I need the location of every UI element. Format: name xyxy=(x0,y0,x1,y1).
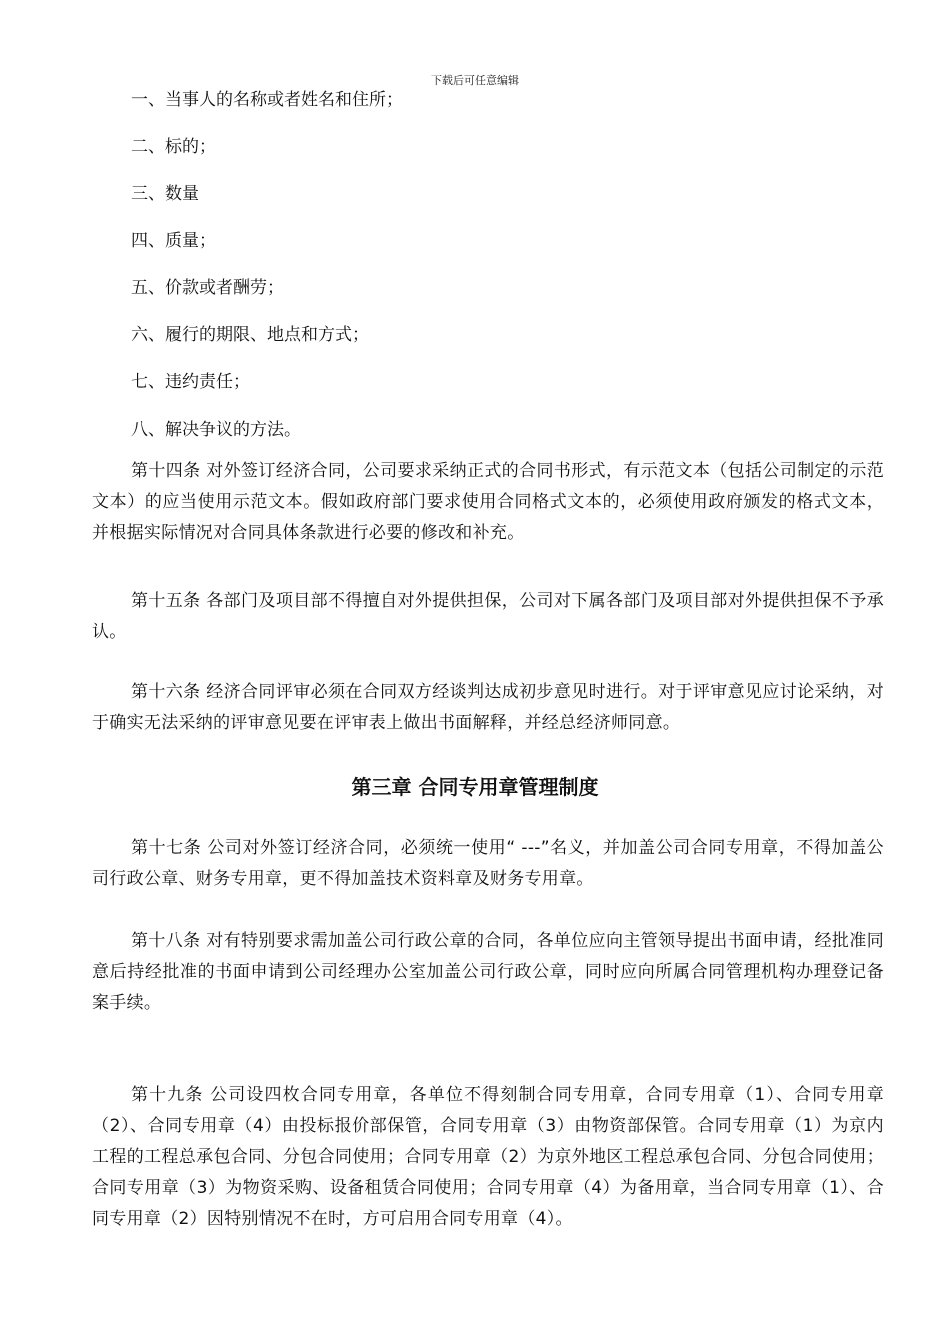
article-16: 第十六条 经济合同评审必须在合同双方经谈判达成初步意见时进行。对于评审意见应讨论采纳，对于确实无法采纳的评审意见要在评审表上做出书面解释，并经总经济师同意。 xyxy=(92,682,884,733)
article-19: 第十九条 公司设四枚合同专用章，各单位不得刻制合同专用章，合同专用章（1）、合同专用章（2）、合同专用章（4）由投标报价部保管，合同专用章（3）由物资部保管。合同专用章（1）为京内工程的工程总承包合同、分包合同使用；合同专用章（2）为京外地区工程总承包合同、分包合同使用；合同专用章（3）为物资采购、设备租赁合同使用；合同专用章（4）为备用章，当合同专用章（1）、合同专用章（2）因特别情况不在时，方可启用合同专用章（4）。 xyxy=(92,1085,884,1229)
list-item-6: 六、履行的期限、地点和方式； xyxy=(131,325,369,345)
list-item-7: 七、违约责任； xyxy=(131,372,250,392)
article-17: 第十七条 公司对外签订经济合同，必须统一使用“ ---”名义，并加盖公司合同专用章，不得加盖公司行政公章、财务专用章，更不得加盖技术资料章及财务专用章。 xyxy=(92,838,884,889)
chapter-title: 第三章 合同专用章管理制度 xyxy=(351,775,599,799)
list-item-3: 三、数量 xyxy=(131,184,199,204)
list-item-8: 八、解决争议的方法。 xyxy=(131,420,301,440)
article-18: 第十八条 对有特别要求需加盖公司行政公章的合同，各单位应向主管领导提出书面申请，经批准同意后持经批准的书面申请到公司经理办公室加盖公司行政公章，同时应向所属合同管理机构办理登记备案手续。 xyxy=(92,931,884,1013)
list-item-4: 四、质量； xyxy=(131,231,216,251)
list-item-2: 二、标的； xyxy=(131,137,216,157)
list-item-1: 一、当事人的名称或者姓名和住所； xyxy=(131,90,403,110)
article-14: 第十四条 对外签订经济合同，公司要求采纳正式的合同书形式，有示范文本（包括公司制定的示范文本）的应当使用示范文本。假如政府部门要求使用合同格式文本的，必须使用政府颁发的格式文本，并根据实际情况对合同具体条款进行必要的修改和补充。 xyxy=(92,461,884,543)
list-item-5: 五、价款或者酬劳； xyxy=(131,278,284,298)
header-note: 下载后可任意编辑 xyxy=(431,74,519,87)
article-15: 第十五条 各部门及项目部不得擅自对外提供担保，公司对下属各部门及项目部对外提供担保不予承认。 xyxy=(92,591,884,642)
